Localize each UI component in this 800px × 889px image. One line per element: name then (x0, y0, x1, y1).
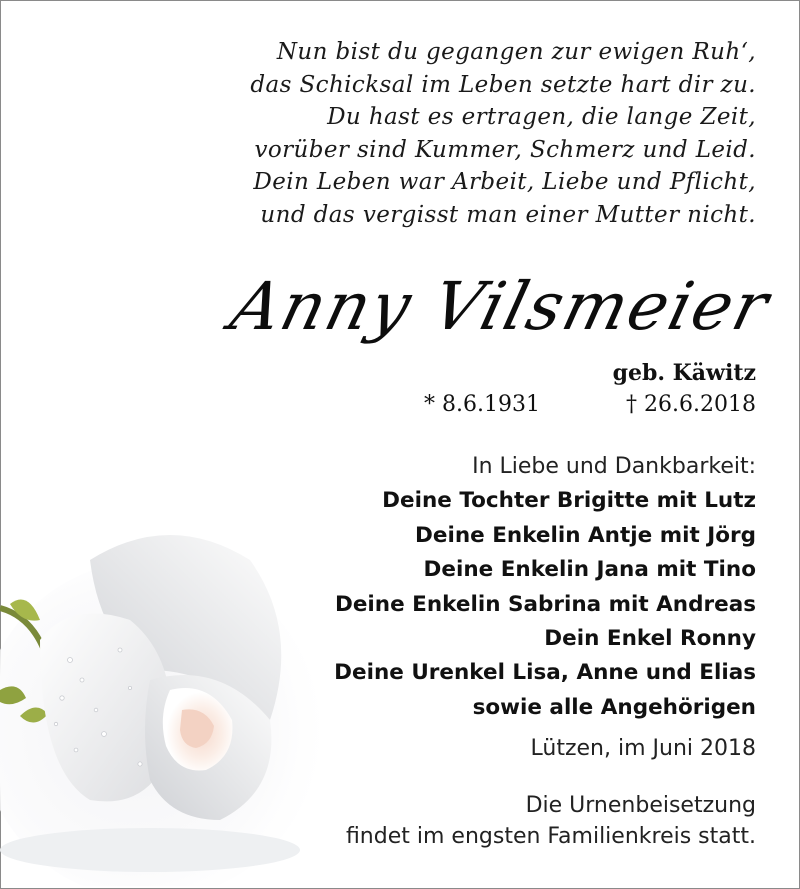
place-date: Lützen, im Juni 2018 (530, 736, 756, 761)
mourner-entry: Deine Enkelin Antje mit Jörg (415, 522, 756, 548)
poem-line: Du hast es ertragen, die lange Zeit, (327, 104, 756, 131)
mourner-entry: Deine Enkelin Jana mit Tino (423, 557, 756, 583)
burial-note (346, 790, 756, 852)
mourner-entry: Deine Enkelin Sabrina mit Andreas (334, 591, 756, 617)
poem-line: das Schicksal im Leben setzte hart dir zu. (250, 71, 756, 98)
mourner-entry: Deine Tochter Brigitte mit Lutz (382, 488, 756, 514)
deceased-name: Anny Vilsmeier (223, 268, 778, 345)
death-date: † 26.6.2018 (626, 392, 756, 417)
mourner-entry: Dein Enkel Ronny (544, 626, 756, 652)
mourners-intro: In Liebe und Dankbarkeit: (472, 454, 756, 479)
birth-date: * 8.6.1931 (424, 392, 540, 417)
poem-line: und das vergisst man einer Mutter nicht. (260, 201, 756, 228)
mourner-entry: Deine Urenkel Lisa, Anne und Elias (334, 660, 756, 686)
poem-line: Dein Leben war Arbeit, Liebe und Pflicht, (253, 169, 756, 196)
mourners-list (334, 450, 756, 725)
burial-note-line: findet im engsten Familienkreis statt. (345, 824, 756, 849)
white-rose-image (0, 520, 320, 886)
burial-note-line: Die Urnenbeisetzung (525, 793, 756, 818)
poem (250, 36, 756, 232)
poem-line: Nun bist du gegangen zur ewigen Ruh‘, (276, 39, 756, 65)
birth-name: geb. Käwitz (612, 360, 756, 386)
mourner-entry: sowie alle Angehörigen (472, 694, 756, 720)
poem-line: vorüber sind Kummer, Schmerz und Leid. (254, 136, 756, 163)
